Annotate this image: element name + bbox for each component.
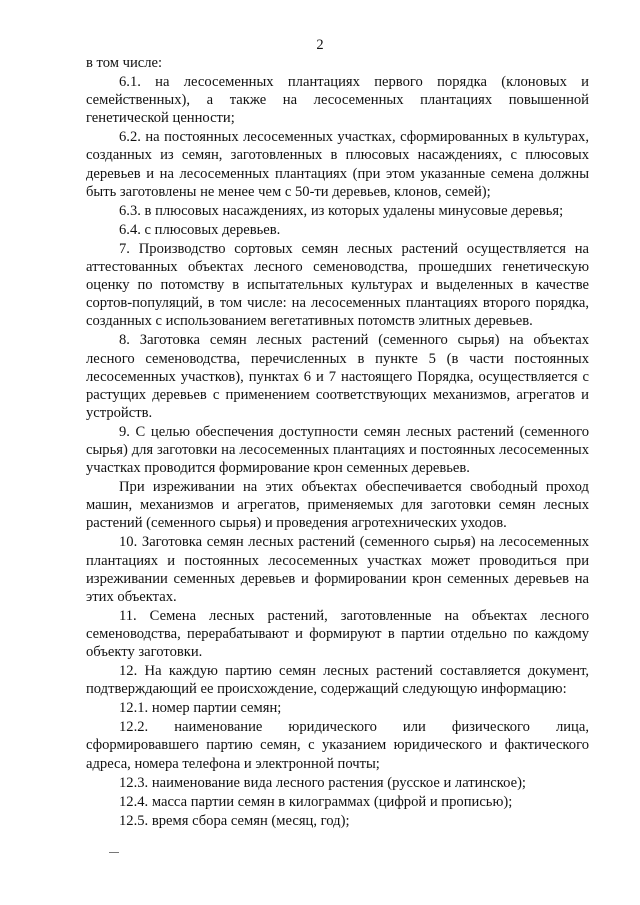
- paragraph-intro: в том числе:: [86, 55, 163, 71]
- paragraph-6-2: 6.2. на постоянных лесосеменных участках, сформированных в культурах, созданных из семян, заготовленных в плюсовых насаждениях, с плюсовых деревьев и на лесосеменных плантациях (при этом указанные семена должны быть заготовлены не менее чем с 50-ти деревьев, клонов, семей);: [86, 129, 589, 200]
- paragraph-12-3: 12.3. наименование вида лесного растения (русское и латинское);: [119, 774, 526, 791]
- paragraph-6-4: 6.4. с плюсовых деревьев.: [119, 221, 281, 238]
- paragraph-12-4: 12.4. масса партии семян в килограммах (цифрой и прописью);: [119, 793, 513, 810]
- paragraph-12: 12. На каждую партию семян лесных растений составляется документ, подтверждающий ее происхождение, содержащий следующую информацию:: [86, 663, 589, 698]
- paragraph-8: 8. Заготовка семян лесных растений (семенного сырья) на объектах лесного семеноводства, перечисленных в пункте 5 (в части постоянных лесосеменных участков), пунктах 6 и 7 настоящего Порядка, осуществляется с растущих деревьев с применением соответствующих механизмов, агрегатов и устройств.: [86, 332, 589, 421]
- paragraph-12-1: 12.1. номер партии семян;: [119, 700, 282, 717]
- document-body: [86, 54, 589, 831]
- scan-mark: [109, 852, 119, 853]
- paragraph-7: 7. Производство сортовых семян лесных растений осуществляется на аттестованных объектах лесного семеноводства, прошедших генетическую оценку по потомству в испытательных культурах и выделенных в качестве сортов-популяций, в том числе: на лесосеменных плантациях второго порядка, созданных с использованием вегетативных потомств элитных деревьев.: [86, 240, 589, 330]
- paragraph-6-1: 6.1. на лесосеменных плантациях первого порядка (клоновых и семейственных), а также на лесосеменных плантациях повышенной генетической ценности;: [86, 74, 589, 127]
- paragraph-6-3: 6.3. в плюсовых насаждениях, из которых удалены минусовые деревья;: [119, 202, 564, 219]
- paragraph-12-2: 12.2. наименование юридического или физического лица, сформировавшего партию семян, с указанием юридического и фактического адреса, номера телефона и электронной почты;: [86, 719, 589, 772]
- paragraph-11: 11. Семена лесных растений, заготовленные на объектах лесного семеноводства, перерабатывают и формируют в партии отдельно по каждому объекту заготовки.: [86, 607, 589, 660]
- paragraph-10: 10. Заготовка семян лесных растений (семенного сырья) на лесосеменных плантациях и постоянных лесосеменных участках может проводиться при изреживании семенных деревьев и формировании крон семенных деревьев на этих объектах.: [86, 534, 589, 605]
- paragraph-12-5: 12.5. время сбора семян (месяц, год);: [119, 812, 350, 829]
- page-number: 2: [316, 37, 324, 53]
- paragraph-9: 9. С целью обеспечения доступности семян лесных растений (семенного сырья) для заготовки на лесосеменных плантациях и постоянных лесосеменных участках проводится формирование крон семенных деревьев.: [86, 423, 589, 477]
- paragraph-9-continued: При изреживании на этих объектах обеспечивается свободный проход машин, механизмов и агрегатов, применяемых для заготовки семян лесных растений (семенного сырья) и проведения агротехнических уходов.: [86, 479, 589, 532]
